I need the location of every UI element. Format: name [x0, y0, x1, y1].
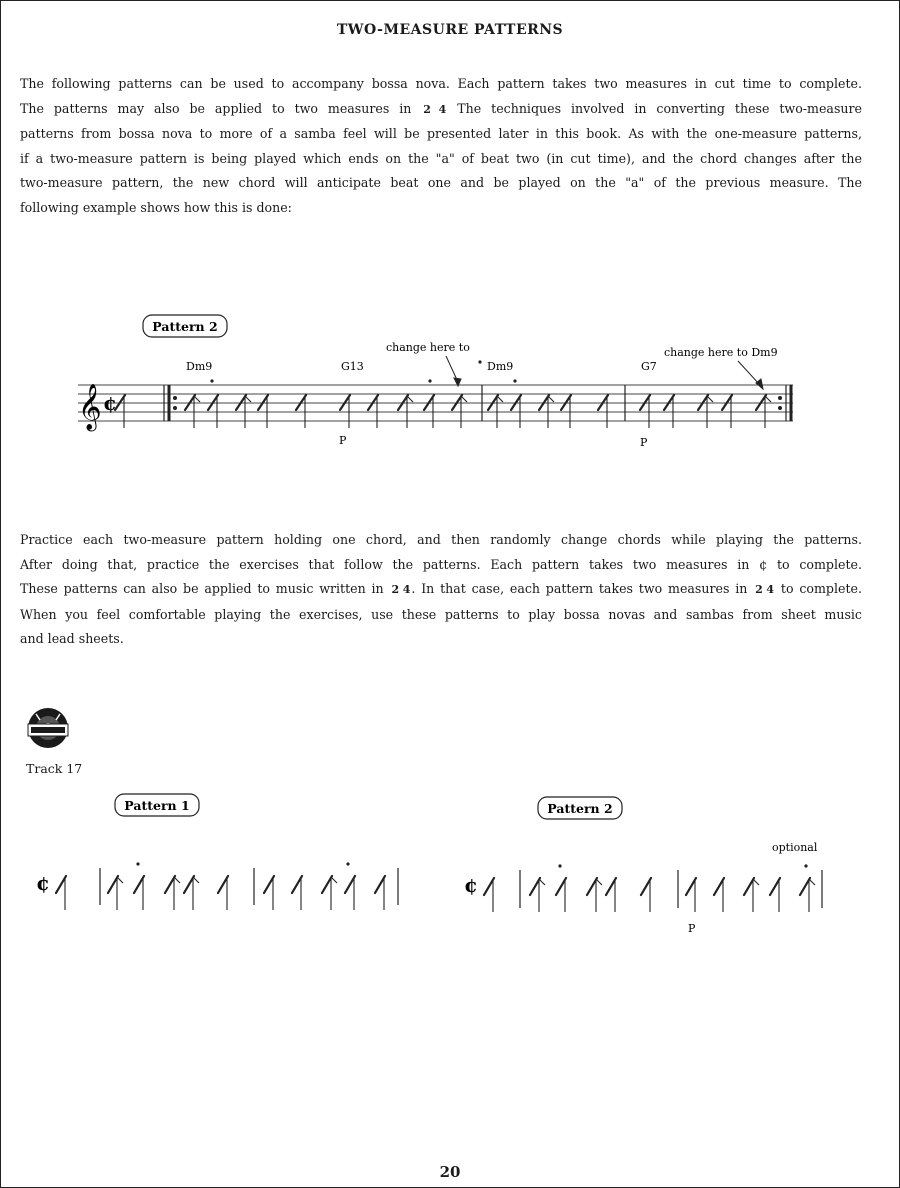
staccato-dots: [136, 862, 349, 865]
page-number: 20: [439, 1163, 461, 1181]
annotation-text: change here to: [386, 341, 470, 354]
pick-mark: P: [339, 434, 347, 447]
practice-line-part: After doing that, practice the exercises that follow the patterns. Each pattern takes two measures in: [20, 556, 750, 572]
intro-line: following example shows how this is done:: [20, 199, 292, 215]
slash-notes: [115, 395, 766, 410]
time-signature: 2 4: [755, 583, 774, 596]
bar-lines: [100, 868, 398, 905]
practice-line: When you feel comfortable playing the exercises, use these patterns to play bossa novas and sambas from sheet music: [20, 606, 862, 622]
slash-notes: [484, 878, 810, 895]
track-label: Track 17: [26, 761, 83, 776]
practice-line-part: to complete.: [780, 581, 862, 596]
practice-line: Practice each two-measure pattern holding one chord, and then randomly change chords while playing the patterns.: [20, 532, 862, 547]
intro-line: patterns from bossa nova to more of a samba feel will be presented later in this book. As with the one-measure patterns,: [20, 126, 862, 141]
time-signature: 2 4: [391, 583, 410, 596]
practice-line-part: to complete.: [776, 556, 862, 572]
pattern-1-rhythm: [36, 794, 398, 910]
practice-line-part: In that case, each pattern takes two measures in: [421, 581, 748, 596]
example-staff: [78, 315, 793, 449]
chord-symbol: G13: [341, 360, 364, 373]
note-flags: [539, 879, 815, 885]
cut-time-symbol: ¢: [36, 871, 50, 895]
intro-line: The following patterns can be used to accompany bossa nova. Each pattern takes two measures in cut time to complete.: [20, 76, 862, 91]
pattern-2-rhythm: [464, 797, 822, 935]
chord-symbol: Dm9: [487, 360, 514, 373]
practice-line: These patterns can also be applied to music written in 2 4 . In that case, each pattern takes two measures in 2 4 to complete.: [20, 581, 862, 596]
practice-line-part: These patterns can also be applied to music written in: [20, 581, 384, 596]
chord-symbol: G7: [641, 360, 657, 373]
intro-line: if a two-measure pattern is being played which ends on the "a" of beat two (in cut time), and the chord changes after the: [20, 150, 862, 166]
chord-symbol: Dm9: [186, 360, 213, 373]
optional-note: optional: [772, 841, 818, 854]
staccato-dots: [558, 864, 807, 867]
slash-notes: [56, 876, 385, 893]
intro-line-part: The patterns may also be applied to two measures in: [20, 100, 412, 116]
pick-mark: P: [688, 922, 696, 935]
page-title: TWO-MEASURE PATTERNS: [336, 22, 564, 38]
intro-line-part: The techniques involved in converting these two-measure: [457, 100, 862, 116]
cut-time-symbol: ¢: [464, 873, 478, 897]
practice-line: and lead sheets.: [20, 631, 124, 646]
pattern-label: Pattern 2: [152, 319, 218, 334]
time-signature: 2 4: [423, 102, 446, 116]
staff-lines: [78, 385, 793, 421]
cd-icon: [26, 706, 70, 754]
pick-mark: P: [640, 436, 648, 449]
pattern-label: Pattern 1: [124, 798, 190, 813]
annotation-text: change here to Dm9: [664, 346, 778, 359]
intro-line: two-measure pattern, the new chord will anticipate beat one and be played on the "a" of the previous measure. The: [20, 175, 862, 190]
note-stems: [493, 879, 809, 912]
cut-time-symbol: ¢: [759, 556, 768, 572]
cut-time-symbol: ¢: [103, 391, 117, 415]
treble-clef: 𝄞: [78, 384, 102, 430]
pattern-label: Pattern 2: [547, 801, 613, 816]
